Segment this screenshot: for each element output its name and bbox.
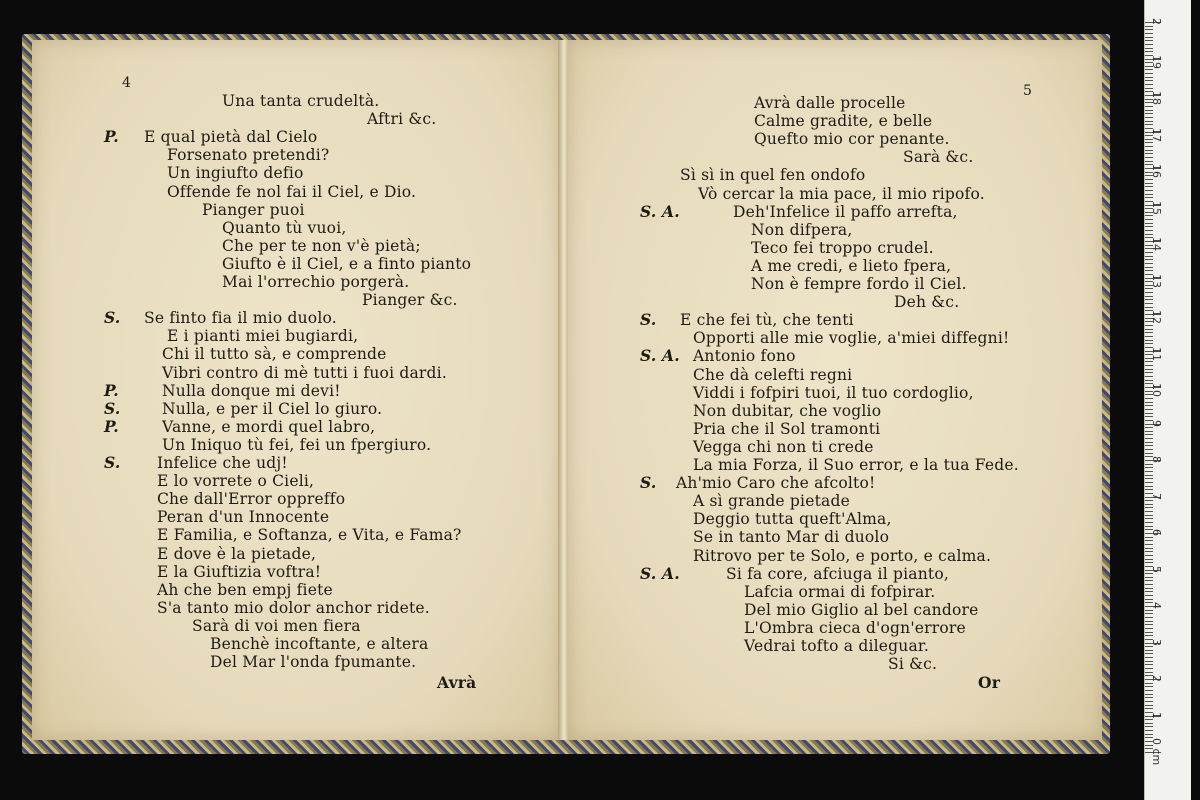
ruler-tick (1145, 197, 1153, 198)
ruler-tick (1145, 427, 1153, 428)
ruler-number: 12 (1150, 310, 1163, 324)
ruler-tick (1145, 683, 1153, 684)
ruler-tick (1145, 507, 1153, 508)
ruler-tick (1145, 434, 1153, 435)
verse-line: Mai l'orrechio porgerà. (222, 273, 410, 291)
verse-line: Deh'Infelice il paffo arrefta, (733, 202, 958, 221)
ruler-tick (1145, 230, 1153, 231)
ruler-tick (1145, 33, 1153, 34)
ruler-tick (1145, 69, 1153, 70)
verse-line: Ritrovo per te Solo, e porto, e calma. (693, 546, 992, 565)
ruler-tick (1145, 555, 1153, 556)
ruler-tick (1145, 146, 1153, 147)
verse-line: Del Mar l'onda fpumante. (210, 653, 417, 672)
speaker-label: S. A. (640, 346, 680, 366)
ruler-number: 9 (1150, 419, 1163, 427)
ruler-tick (1145, 723, 1153, 724)
ruler-tick (1145, 73, 1153, 74)
ruler-tick (1145, 37, 1153, 38)
ruler-tick (1145, 500, 1153, 501)
verse-line: Si fa core, afciuga il pianto, (726, 564, 949, 583)
ruler-tick (1145, 365, 1153, 366)
ruler-tick (1145, 215, 1153, 216)
ruler-tick (1145, 562, 1153, 563)
ruler-number: 1 (1150, 711, 1163, 719)
ruler-tick (1145, 259, 1153, 260)
ruler-tick (1145, 617, 1153, 618)
ruler-tick (1145, 595, 1153, 596)
ruler-tick (1145, 668, 1153, 669)
ruler-tick (1145, 613, 1153, 614)
verse-line: Pria che il Sol tramonti (693, 419, 881, 438)
verse-line: Vò cercar la mia pace, il mio ripofo. (698, 184, 985, 203)
verse-line: Un ingiufto defio (167, 164, 304, 183)
verse-line: Opporti alle mie voglie, a'miei diffegni! (693, 329, 1010, 348)
verse-line: Sì sì in quel fen ondofo (680, 166, 866, 185)
ruler-tick (1145, 686, 1153, 687)
speaker-label: P. (104, 380, 119, 400)
verse-line: Una tanta crudeltà. (222, 92, 380, 110)
ruler-tick (1145, 340, 1153, 341)
ruler-tick (1145, 398, 1153, 399)
verse-line: Vanne, e mordi quel labro, (162, 417, 376, 436)
ruler-number: 2 (1150, 18, 1163, 25)
speaker-label: S. A. (640, 563, 680, 583)
ruler-tick (1145, 694, 1153, 695)
ruler-number: 8 (1150, 456, 1163, 463)
ruler-tick (1145, 80, 1153, 81)
ruler-tick (1145, 661, 1153, 662)
ruler-tick (1145, 117, 1153, 118)
ruler-tick (1145, 610, 1153, 611)
ruler-number: 14 (1150, 237, 1163, 251)
verse-line: E i pianti miei bugiardi, (167, 327, 359, 346)
ruler-tick (1145, 296, 1153, 297)
ruler-tick (1145, 544, 1153, 545)
verse-line: Non difpera, (751, 220, 853, 239)
page-number: 4 (122, 75, 132, 91)
verse-line: Non è fempre fordo il Ciel. (751, 275, 967, 293)
speaker-label: S. (640, 310, 657, 330)
verse-line: La mia Forza, il Suo error, e la tua Fede. (693, 456, 1019, 474)
ruler-tick (1145, 726, 1153, 727)
ruler-tick (1145, 303, 1153, 304)
catchword: Or (978, 673, 1001, 692)
catchword: Avrà (437, 673, 477, 692)
right-page (568, 40, 1102, 740)
verse-line: E qual pietà dal Cielo (144, 128, 318, 147)
ruler-tick (1145, 84, 1153, 85)
verse-line: E Familia, e Softanza, e Vita, e Fama? (157, 526, 462, 545)
ruler-tick (1145, 467, 1153, 468)
ruler-tick (1145, 621, 1153, 622)
verse-line: Ah'mio Caro che afcolto! (676, 474, 876, 493)
ruler-tick (1145, 288, 1153, 289)
ruler-tick (1145, 234, 1153, 235)
ruler-tick (1145, 186, 1153, 187)
ruler-tick (1145, 361, 1153, 362)
speaker-label: S. (104, 453, 121, 472)
verse-line: Viddi i fofpiri tuoi, il tuo cordoglio, (693, 383, 974, 402)
verse-line: A sì grande pietade (693, 492, 850, 511)
verse-line: Che per te non v'è pietà; (222, 236, 421, 255)
ruler-number: 18 (1150, 91, 1163, 105)
ruler-tick (1145, 369, 1153, 370)
verse-line: Teco fei troppo crudel. (751, 238, 934, 257)
verse-line: Giufto è il Ciel, e a finto pianto (222, 254, 472, 273)
ruler-tick (1145, 88, 1153, 89)
page-number: 5 (1023, 83, 1033, 99)
ruler-tick (1145, 719, 1153, 720)
ruler-tick (1145, 256, 1153, 257)
ruler-tick (1145, 413, 1153, 414)
verse-line: Un Iniquo tù fei, fei un fpergiuro. (162, 435, 432, 454)
verse-line: Offende fe nol fai il Ciel, e Dio. (167, 182, 417, 201)
verse-line: Quanto tù vuoi, (222, 218, 347, 237)
verse-line: Infelice che udj! (157, 454, 288, 472)
verse-line: E la Giuftizia voftra! (157, 562, 322, 581)
ruler-tick (1145, 577, 1153, 578)
speaker-label: S. A. (640, 201, 680, 221)
ruler-number: 5 (1150, 565, 1163, 573)
ruler-tick (1145, 153, 1153, 154)
ruler-tick (1145, 299, 1153, 300)
verse-line: Del mio Giglio al bel candore (744, 600, 979, 619)
ruler-number: 17 (1150, 127, 1163, 142)
ruler-tick (1145, 329, 1153, 330)
ruler-tick (1145, 489, 1153, 490)
verse-line: Calme gradite, e belle (754, 112, 933, 131)
left-page (32, 40, 560, 740)
verse-line: Se finto fia il mio duolo. (144, 309, 337, 328)
verse-line: Pianger &c. (362, 291, 458, 310)
verse-line: E dove è la pietade, (157, 544, 317, 563)
ruler-tick (1145, 650, 1153, 651)
ruler-tick (1145, 124, 1153, 125)
verse-line: Chi il tutto sà, e comprende (162, 345, 387, 364)
ruler-tick (1145, 142, 1153, 143)
ruler-number: 15 (1150, 200, 1163, 215)
ruler-number: 11 (1150, 346, 1163, 361)
verse-line: Vibri contro di mè tutti i fuoi dardi. (162, 363, 447, 382)
ruler-number: 7 (1150, 492, 1163, 500)
ruler-tick (1145, 449, 1153, 450)
verse-line: Vedrai tofto a dileguar. (744, 637, 929, 655)
verse-line: Deh &c. (894, 293, 960, 312)
ruler-tick (1145, 584, 1153, 585)
ruler-tick (1145, 624, 1153, 625)
ruler-tick (1145, 106, 1153, 107)
ruler-tick (1145, 580, 1153, 581)
ruler-tick (1145, 475, 1153, 476)
open-book (22, 34, 1110, 754)
ruler-tick (1145, 44, 1153, 45)
ruler-number: 10 (1150, 383, 1163, 397)
ruler-tick (1145, 453, 1153, 454)
verse-line: Se in tanto Mar di duolo (693, 528, 890, 547)
ruler-tick (1145, 573, 1153, 574)
verse-line: Vegga chi non ti crede (693, 437, 874, 456)
ruler-tick (1145, 628, 1153, 629)
ruler-tick (1145, 559, 1153, 560)
ruler-tick (1145, 730, 1153, 731)
ruler-number: 16 (1150, 164, 1163, 178)
ruler-tick (1145, 551, 1153, 552)
ruler-tick (1145, 664, 1153, 665)
ruler-tick (1145, 442, 1153, 443)
ruler-number: 13 (1150, 273, 1163, 288)
verse-line: Non dubitar, che voglio (693, 401, 882, 420)
ruler-tick (1145, 445, 1153, 446)
verse-line: Nulla donque mi devi! (162, 381, 341, 400)
ruler-number: 2 (1150, 675, 1163, 682)
ruler-tick (1145, 522, 1153, 523)
verse-line: Che dà celefti regni (693, 365, 853, 384)
ruler-tick (1145, 26, 1153, 27)
verse-line: Aftri &c. (367, 110, 437, 129)
ruler-tick (1145, 179, 1153, 180)
ruler-number: 3 (1150, 638, 1163, 646)
speaker-label: S. (640, 473, 657, 493)
ruler-tick (1145, 226, 1153, 227)
speaker-label: S. (104, 308, 121, 328)
ruler-tick (1145, 219, 1153, 220)
ruler-tick (1145, 690, 1153, 691)
ruler-tick (1145, 588, 1153, 589)
ruler-tick (1145, 372, 1153, 373)
ruler-tick (1145, 376, 1153, 377)
ruler-tick (1145, 336, 1153, 337)
ruler-tick (1145, 48, 1153, 49)
verse-line: Sarà &c. (903, 148, 974, 167)
verse-line: Lafcia ormai di fofpirar. (744, 582, 936, 601)
ruler-tick (1145, 380, 1153, 381)
ruler-tick (1145, 708, 1153, 709)
ruler-tick (1145, 40, 1153, 41)
ruler-tick (1145, 292, 1153, 293)
verse-line: E lo vorrete o Cieli, (157, 472, 315, 491)
ruler-tick (1145, 402, 1153, 403)
verse-line: Che dall'Error oppreffo (157, 490, 346, 509)
ruler-tick (1145, 183, 1153, 184)
ruler-tick (1145, 51, 1153, 52)
verse-line: Pianger puoi (202, 200, 305, 219)
ruler-number: 19 (1150, 54, 1163, 69)
ruler-tick (1145, 599, 1153, 600)
ruler-tick (1145, 537, 1153, 538)
ruler-tick (1145, 591, 1153, 592)
measuring-ruler (1144, 0, 1191, 800)
speaker-label: P. (104, 127, 119, 147)
ruler-tick (1145, 548, 1153, 549)
ruler-tick (1145, 190, 1153, 191)
ruler-tick (1145, 632, 1153, 633)
ruler-tick (1145, 161, 1153, 162)
ruler-tick (1145, 526, 1153, 527)
verse-line: Ah che ben empj fiete (157, 580, 333, 599)
ruler-tick (1145, 540, 1153, 541)
ruler-tick (1145, 121, 1153, 122)
ruler-tick (1145, 409, 1153, 410)
ruler-tick (1145, 653, 1153, 654)
ruler-tick (1145, 343, 1153, 344)
ruler-tick (1145, 431, 1153, 432)
ruler-tick (1145, 705, 1153, 706)
speaker-label: P. (104, 416, 119, 436)
ruler-tick (1145, 263, 1153, 264)
verse-line: A me credi, e lieto fpera, (751, 256, 952, 275)
ruler-tick (1145, 482, 1153, 483)
verse-line: Avrà dalle procelle (754, 94, 906, 112)
verse-line: Peran d'un Innocente (157, 508, 330, 527)
ruler-tick (1145, 672, 1153, 673)
ruler-tick (1145, 77, 1153, 78)
ruler-tick (1145, 157, 1153, 158)
verse-line: Benchè incoftante, e altera (210, 635, 429, 653)
ruler-tick (1145, 515, 1153, 516)
verse-line: Si &c. (888, 655, 938, 674)
ruler-tick (1145, 270, 1153, 271)
ruler-tick (1145, 518, 1153, 519)
ruler-tick (1145, 252, 1153, 253)
ruler-tick (1145, 194, 1153, 195)
ruler-tick (1145, 416, 1153, 417)
ruler-tick (1145, 478, 1153, 479)
ruler-tick (1145, 150, 1153, 151)
verse-line: E che fei tù, che tenti (680, 311, 854, 330)
ruler-tick (1145, 110, 1153, 111)
ruler-tick (1145, 29, 1153, 30)
verse-line: Quefto mio cor penante. (754, 130, 950, 149)
ruler-number: 4 (1150, 602, 1163, 609)
ruler-tick (1145, 701, 1153, 702)
ruler-tick (1145, 438, 1153, 439)
verse-line: Antonio fono (693, 347, 796, 366)
ruler-tick (1145, 113, 1153, 114)
verse-line: Forsenato pretendi? (167, 146, 330, 165)
verse-line: Deggio tutta queft'Alma, (693, 510, 892, 529)
ruler-tick (1145, 267, 1153, 268)
verse-line: L'Ombra cieca d'ogn'errore (744, 618, 966, 637)
ruler-tick (1145, 734, 1153, 735)
ruler-tick (1145, 405, 1153, 406)
ruler-tick (1145, 635, 1153, 636)
verse-line: Nulla, e per il Ciel lo giuro. (162, 399, 383, 418)
ruler-tick (1145, 697, 1153, 698)
verse-line: Sarà di voi men fiera (192, 616, 361, 635)
ruler-tick (1145, 325, 1153, 326)
ruler-tick (1145, 332, 1153, 333)
ruler-unit-label: 0 cm (1150, 738, 1163, 766)
ruler-tick (1145, 471, 1153, 472)
ruler-tick (1145, 646, 1153, 647)
speaker-label: S. (104, 398, 121, 418)
ruler-tick (1145, 223, 1153, 224)
verse-line: S'a tanto mio dolor anchor ridete. (157, 598, 430, 617)
ruler-tick (1145, 657, 1153, 658)
ruler-number: 6 (1150, 529, 1163, 536)
ruler-tick (1145, 486, 1153, 487)
ruler-tick (1145, 307, 1153, 308)
ruler-tick (1145, 504, 1153, 505)
ruler-tick (1145, 511, 1153, 512)
ruler-tick (1145, 464, 1153, 465)
